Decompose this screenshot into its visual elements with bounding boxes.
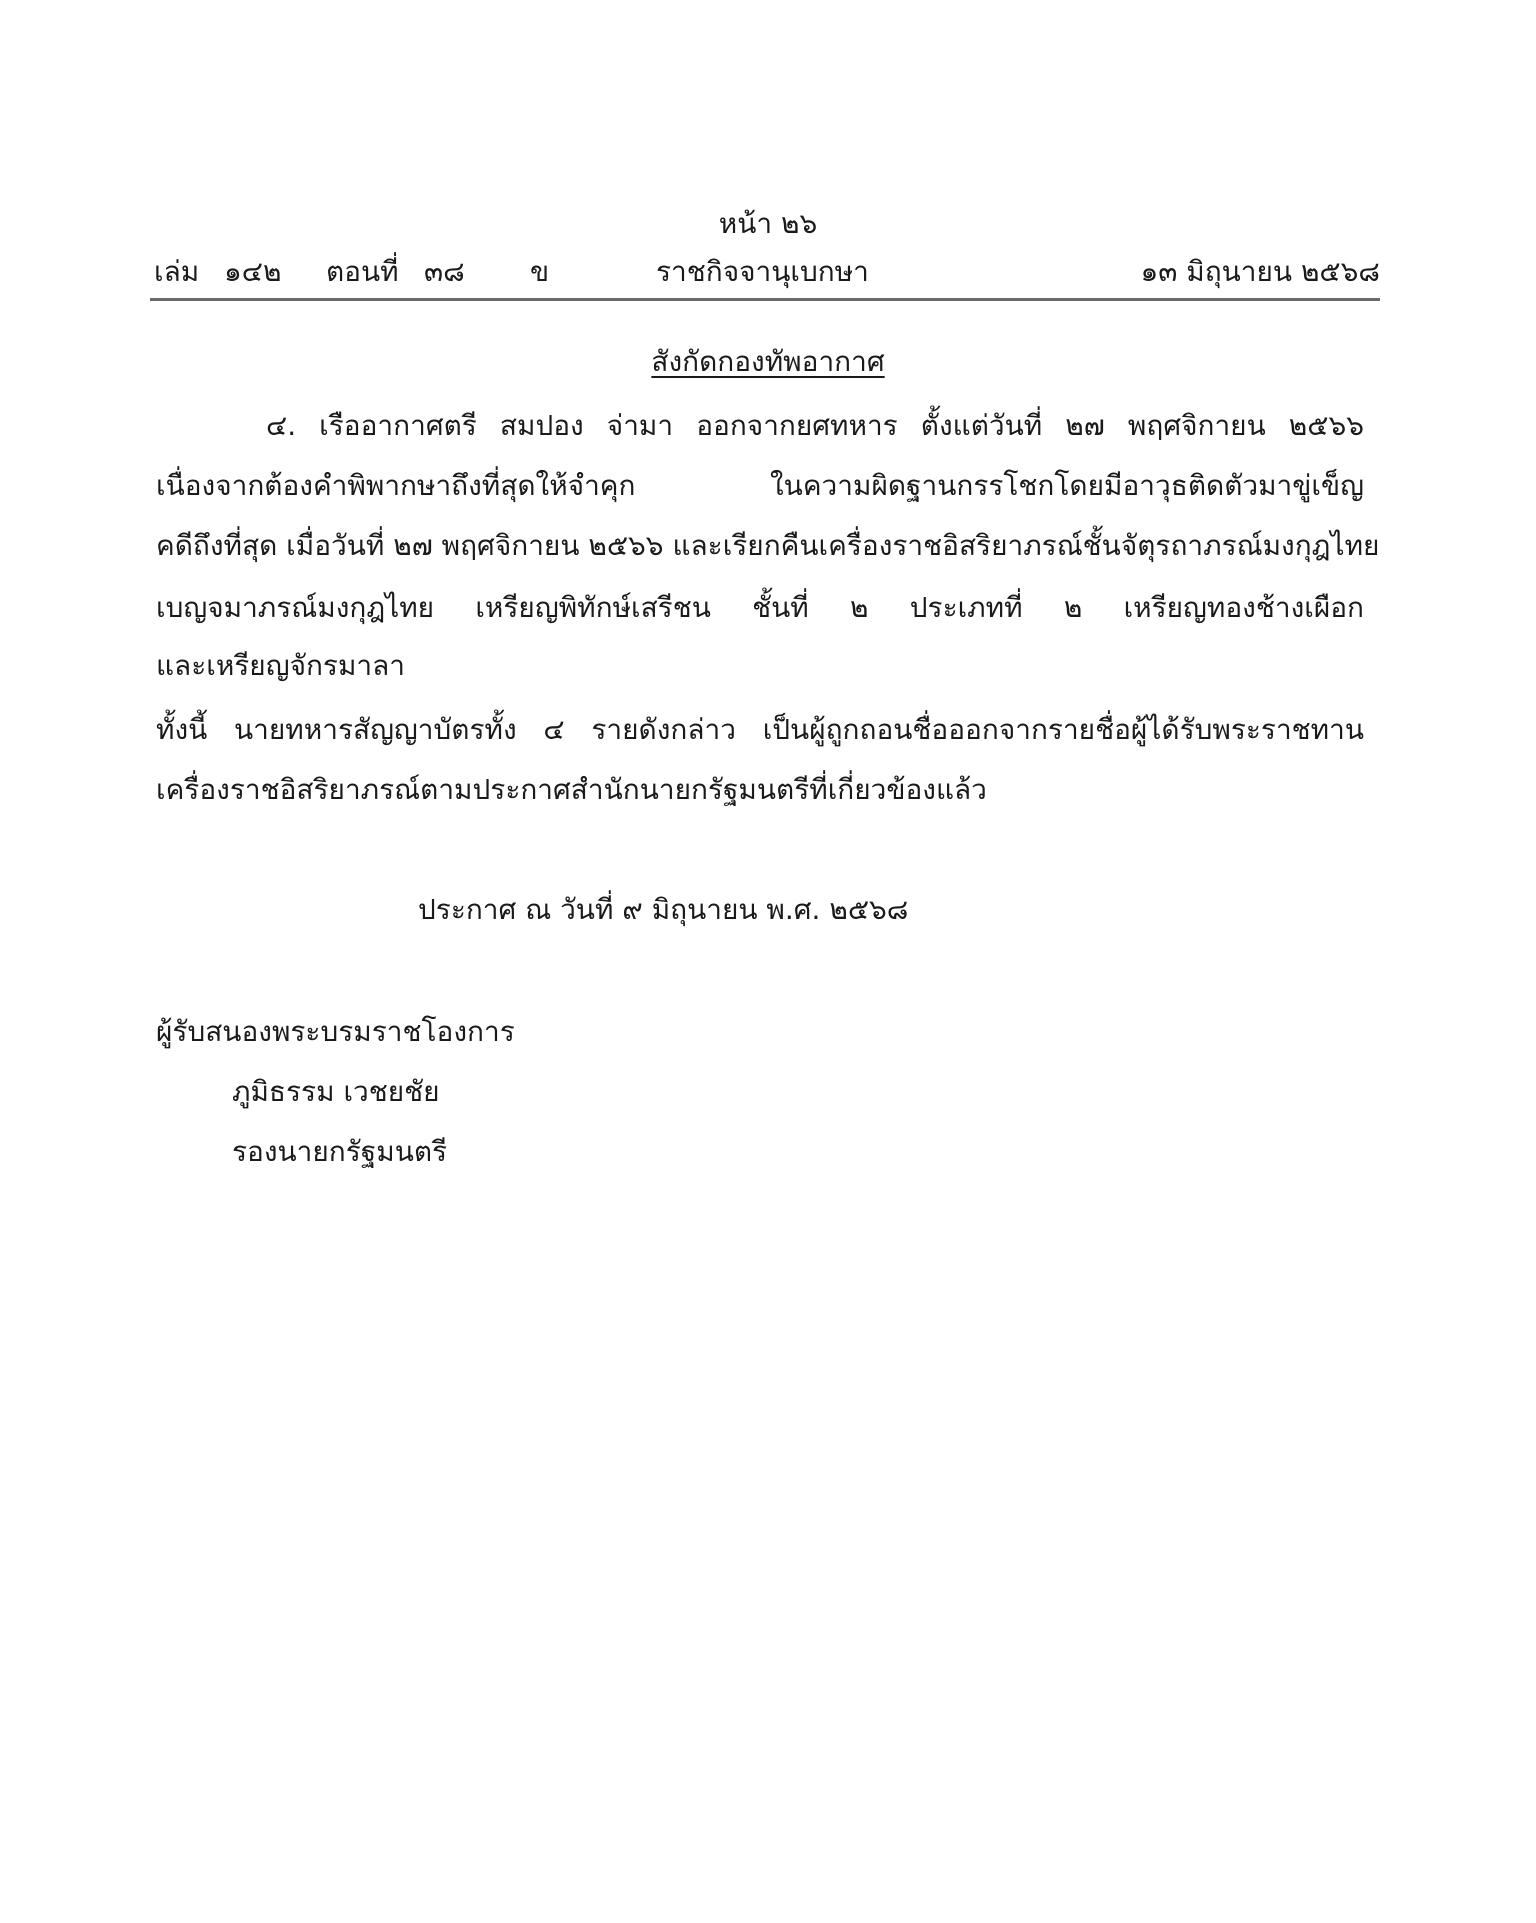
body-line: เนื่องจากต้องคำพิพากษาถึงที่สุดให้จำคุก ในความผิดฐานกรรโชกโดยมีอาวุธติดตัวมาขู่เข็ญ	[156, 469, 1364, 502]
body-line: คดีถึงที่สุด เมื่อวันที่ ๒๗ พฤศจิกายน ๒๕๖๖ และเรียกคืนเครื่องราชอิสริยาภรณ์ชั้นจัตุรถาภรณ์มงกุฎไทย	[156, 529, 1380, 562]
signatory-name: ภูมิธรรม เวชยชัย	[232, 1075, 440, 1108]
issue-label: ตอนที่	[326, 255, 399, 288]
section-heading: สังกัดกองทัพอากาศ	[651, 345, 885, 378]
body-line: เบญจมาภรณ์มงกุฎไทย เหรียญพิทักษ์เสรีชน ชั้นที่ ๒ ประเภทที่ ๒ เหรียญทองช้างเผือก	[156, 591, 1364, 624]
body-line: ทั้งนี้ นายทหารสัญญาบัตรทั้ง ๔ รายดังกล่าว เป็นผู้ถูกถอนชื่อออกจากรายชื่อผู้ได้รับพระราชทาน	[156, 713, 1364, 746]
countersign-label: ผู้รับสนองพระบรมราชโองการ	[156, 1015, 515, 1048]
header-divider	[150, 298, 1380, 301]
gazette-header	[150, 252, 1380, 292]
signatory-title: รองนายกรัฐมนตรี	[232, 1135, 448, 1168]
volume-number: ๑๔๒	[224, 255, 282, 288]
body-line: เครื่องราชอิสริยาภรณ์ตามประกาศสำนักนายกรัฐมนตรีที่เกี่ยวข้องแล้ว	[156, 773, 987, 806]
page-number: หน้า ๒๖	[718, 207, 818, 240]
section-letter: ข	[530, 255, 550, 288]
gazette-title: ราชกิจจานุเบกษา	[656, 255, 869, 288]
volume-label: เล่ม	[154, 255, 200, 288]
issue-number: ๓๘	[424, 255, 465, 288]
gazette-date: ๑๓ มิถุนายน ๒๕๖๘	[1140, 255, 1380, 288]
proclamation-date: ประกาศ ณ วันที่ ๙ มิถุนายน พ.ศ. ๒๕๖๘	[418, 893, 909, 926]
body-line: ๔. เรืออากาศตรี สมปอง จ่ามา ออกจากยศทหาร ตั้งแต่วันที่ ๒๗ พฤศจิกายน ๒๕๖๖	[266, 409, 1364, 442]
body-line: และเหรียญจักรมาลา	[156, 649, 406, 682]
